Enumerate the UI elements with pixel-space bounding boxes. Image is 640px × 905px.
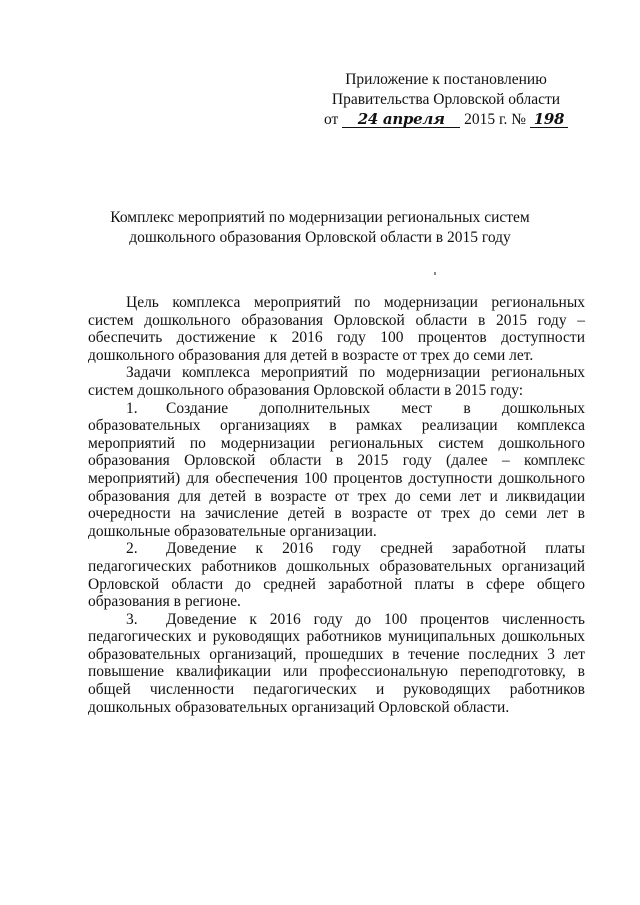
task-item-2 <box>88 540 585 610</box>
handwritten-date: 24 апреля <box>342 111 460 128</box>
task-text: Доведение к 2016 году средней заработной платы педагогических работников дошкольных образовательных организаций Орловской области до средней заработной платы в сфере общего образования в регионе. <box>88 540 585 611</box>
appendix-line-2: Правительства Орловской области <box>331 91 561 108</box>
handwritten-number: 198 <box>530 111 568 128</box>
task-item-1 <box>88 400 585 541</box>
from-prefix: от <box>324 111 339 128</box>
task-number: 1. <box>126 399 138 417</box>
scan-speck <box>434 272 436 275</box>
task-number: 3. <box>126 610 138 628</box>
appendix-line-1: Приложение к постановлению <box>345 71 547 88</box>
appendix-date-line <box>316 110 576 130</box>
year-text: 2015 г. № <box>464 111 527 128</box>
tasks-intro-paragraph: Задачи комплекса мероприятий по модернизации региональных систем дошкольного образования Орловской области в 2015 году: <box>88 364 585 399</box>
appendix-header <box>316 70 576 130</box>
document-title <box>90 208 550 248</box>
task-item-3 <box>88 611 585 717</box>
document-body <box>88 294 585 716</box>
task-text: Создание дополнительных мест в дошкольных образовательных организациях в рамках реализации комплекса мероприятий по модернизации региональных систем дошкольного образования Орловской области в 2015 году (далее – комплекс мероприятий) для обеспечения 100 процентов доступности дошкольного образования для детей в возрасте от трех до семи лет и ликвидации очередности на зачисление детей в возрасте от трех до семи лет в дошкольные образовательные организации. <box>88 399 585 540</box>
task-number: 2. <box>126 540 138 558</box>
title-line-2: дошкольного образования Орловской области в 2015 году <box>129 229 511 246</box>
task-text: Доведение к 2016 году до 100 процентов численность педагогических и руководящих работников муниципальных дошкольных образовательных организаций, прошедших в течение последних 3 лет повышение квалификации или профессиональную переподготовку, в общей численности педагогических и руководящих работников дошкольных образовательных организаций Орловской области. <box>88 610 585 716</box>
title-line-1: Комплекс мероприятий по модернизации региональных систем <box>110 209 530 226</box>
goal-paragraph: Цель комплекса мероприятий по модернизации региональных систем дошкольного образования Орловской области в 2015 году – обеспечить достижение к 2016 году 100 процентов доступности дошкольного образования для детей в возрасте от трех до семи лет. <box>88 294 585 364</box>
